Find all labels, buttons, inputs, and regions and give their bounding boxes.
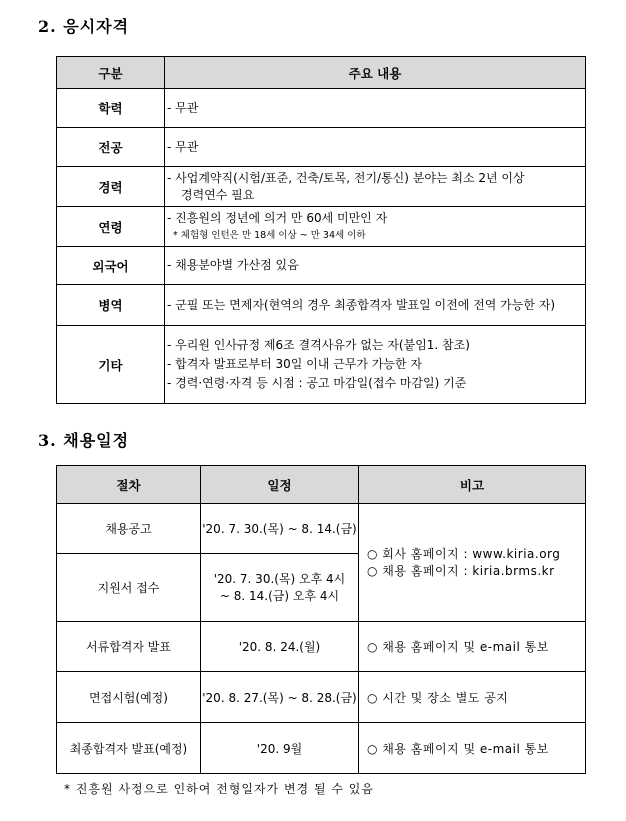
- section-3-title: 3. 채용일정: [38, 431, 130, 450]
- table-row: [57, 723, 586, 774]
- row-label-military: 병역: [57, 285, 165, 326]
- table-row: [57, 285, 586, 326]
- header-step: 절차: [57, 466, 201, 504]
- step-final-result: 최종합격자 발표(예정): [57, 723, 201, 774]
- recruit-homepage-line: ○ 채용 홈페이지 : kiria.brms.kr: [367, 563, 555, 578]
- row-label-education: 학력: [57, 89, 165, 128]
- date-application: [201, 554, 359, 622]
- table-row: [57, 167, 586, 207]
- note-homepages: [359, 504, 586, 622]
- table-row: [57, 326, 586, 404]
- table-row: [57, 128, 586, 167]
- row-label-age: 연령: [57, 207, 165, 247]
- row-content-age: [165, 207, 586, 247]
- step-application: 지원서 접수: [57, 554, 201, 622]
- row-content-language: - 채용분야별 가산점 있음: [165, 247, 586, 285]
- note-document-result: ○ 채용 홈페이지 및 e-mail 통보: [359, 622, 586, 672]
- qualification-header-row: [57, 57, 586, 89]
- table-row: [57, 622, 586, 672]
- step-announcement: 채용공고: [57, 504, 201, 554]
- step-interview: 면접시험(예정): [57, 672, 201, 723]
- etc-line-3: - 경력·연령·자격 등 시점 : 공고 마감일(접수 마감일) 기준: [167, 376, 467, 390]
- date-application-line-1: '20. 7. 30.(목) 오후 4시: [213, 571, 346, 586]
- table-row: [57, 504, 586, 554]
- row-content-etc: [165, 326, 586, 404]
- age-line-2: * 체험형 인턴은 만 18세 이상 ~ 만 34세 이하: [173, 229, 366, 241]
- schedule-table: [56, 465, 586, 774]
- date-document-result: '20. 8. 24.(월): [201, 622, 359, 672]
- note-interview: ○ 시간 및 장소 별도 공지: [359, 672, 586, 723]
- date-interview: '20. 8. 27.(목) ~ 8. 28.(금): [201, 672, 359, 723]
- note-final-result: ○ 채용 홈페이지 및 e-mail 통보: [359, 723, 586, 774]
- row-label-language: 외국어: [57, 247, 165, 285]
- row-label-experience: 경력: [57, 167, 165, 207]
- etc-line-1: - 우리원 인사규정 제6조 결격사유가 없는 자(붙임1. 참조): [167, 338, 470, 352]
- age-line-1: - 진흥원의 정년에 의거 만 60세 미만인 자: [167, 210, 388, 225]
- header-content: 주요 내용: [165, 57, 586, 89]
- schedule-footnote: * 진흥원 사정으로 인하여 전형일자가 변경 될 수 있음: [64, 782, 374, 796]
- table-row: [57, 247, 586, 285]
- experience-line-2: 경력연수 필요: [181, 187, 255, 202]
- header-note: 비고: [359, 466, 586, 504]
- row-content-military: - 군필 또는 면제자(현역의 경우 최종합격자 발표일 이전에 전역 가능한 자): [165, 285, 586, 326]
- row-content-experience: [165, 167, 586, 207]
- experience-line-1: - 사업계약직(시험/표준, 건축/토목, 전기/통신) 분야는 최소 2년 이상: [167, 170, 525, 185]
- date-final-result: '20. 9월: [201, 723, 359, 774]
- company-homepage-line: ○ 회사 홈페이지 : www.kiria.org: [367, 546, 561, 561]
- date-application-line-2: ~ 8. 14.(금) 오후 4시: [219, 588, 340, 603]
- table-row: [57, 89, 586, 128]
- date-announcement: '20. 7. 30.(목) ~ 8. 14.(금): [201, 504, 359, 554]
- row-label-etc: 기타: [57, 326, 165, 404]
- schedule-header-row: [57, 466, 586, 504]
- etc-line-2: - 합격자 발표로부터 30일 이내 근무가 가능한 자: [167, 357, 422, 371]
- row-label-major: 전공: [57, 128, 165, 167]
- table-row: [57, 207, 586, 247]
- qualification-table: [56, 56, 586, 404]
- row-content-education: - 무관: [165, 89, 586, 128]
- header-category: 구분: [57, 57, 165, 89]
- row-content-major: - 무관: [165, 128, 586, 167]
- table-row: [57, 672, 586, 723]
- header-date: 일정: [201, 466, 359, 504]
- section-2-title: 2. 응시자격: [38, 17, 130, 36]
- step-document-result: 서류합격자 발표: [57, 622, 201, 672]
